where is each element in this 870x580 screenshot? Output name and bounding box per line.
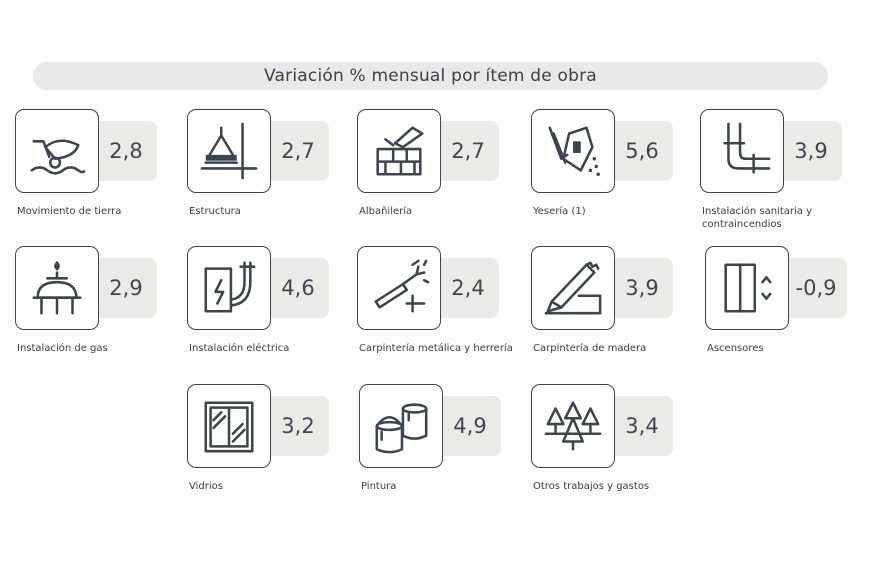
item-label: Carpintería metálica y herrería bbox=[359, 343, 513, 354]
chart-title: Variación % mensual por ítem de obra bbox=[33, 62, 828, 90]
item-albanileria bbox=[357, 109, 517, 239]
item-label: Yesería (1) bbox=[533, 206, 586, 217]
item-label: Instalación de gas bbox=[17, 343, 108, 354]
item-carpinteria-metalica bbox=[357, 246, 517, 376]
item-vidrios bbox=[187, 384, 347, 514]
value-label: 3,4 bbox=[611, 396, 673, 456]
value-label: 3,2 bbox=[267, 396, 329, 456]
item-label: Albañilería bbox=[359, 206, 413, 217]
value-label: 2,7 bbox=[437, 121, 499, 181]
item-yeseria bbox=[531, 109, 691, 239]
value-label: 2,7 bbox=[267, 121, 329, 181]
item-label: Instalación eléctrica bbox=[189, 343, 290, 354]
item-label: Otros trabajos y gastos bbox=[533, 481, 650, 492]
item-instalacion-sanitaria bbox=[700, 109, 860, 239]
item-label: Carpintería de madera bbox=[533, 343, 647, 354]
welding-torch-icon bbox=[357, 246, 441, 330]
trees-icon bbox=[531, 384, 615, 468]
value-label: -0,9 bbox=[785, 258, 847, 318]
value-label: 3,9 bbox=[780, 121, 842, 181]
elevator-icon bbox=[705, 246, 789, 330]
item-otros-trabajos bbox=[531, 384, 691, 514]
pipe-icon bbox=[700, 109, 784, 193]
item-carpinteria-de-madera bbox=[531, 246, 691, 376]
item-ascensores bbox=[705, 246, 865, 376]
item-label: Ascensores bbox=[707, 343, 764, 354]
value-label: 4,6 bbox=[267, 258, 329, 318]
item-movimiento-de-tierra bbox=[15, 109, 175, 239]
item-label: Pintura bbox=[361, 481, 397, 492]
saw-icon bbox=[531, 246, 615, 330]
electric-panel-icon bbox=[187, 246, 271, 330]
window-icon bbox=[187, 384, 271, 468]
item-estructura bbox=[187, 109, 347, 239]
crane-hook-icon bbox=[187, 109, 271, 193]
value-label: 2,9 bbox=[95, 258, 157, 318]
paint-cans-icon bbox=[359, 384, 443, 468]
value-label: 2,8 bbox=[95, 121, 157, 181]
item-label: Vidrios bbox=[189, 481, 223, 492]
item-label: Movimiento de tierra bbox=[17, 206, 122, 217]
item-label: Instalación sanitaria y contraincendios bbox=[702, 206, 812, 230]
value-label: 5,6 bbox=[611, 121, 673, 181]
item-pintura bbox=[359, 384, 519, 514]
value-label: 4,9 bbox=[439, 396, 501, 456]
item-label: Estructura bbox=[189, 206, 241, 217]
value-label: 3,9 bbox=[611, 258, 673, 318]
item-instalacion-de-gas bbox=[15, 246, 175, 376]
value-label: 2,4 bbox=[437, 258, 499, 318]
plaster-bag-icon bbox=[531, 109, 615, 193]
gas-tank-icon bbox=[15, 246, 99, 330]
item-instalacion-electrica bbox=[187, 246, 347, 376]
trowel-bricks-icon bbox=[357, 109, 441, 193]
wheelbarrow-icon bbox=[15, 109, 99, 193]
